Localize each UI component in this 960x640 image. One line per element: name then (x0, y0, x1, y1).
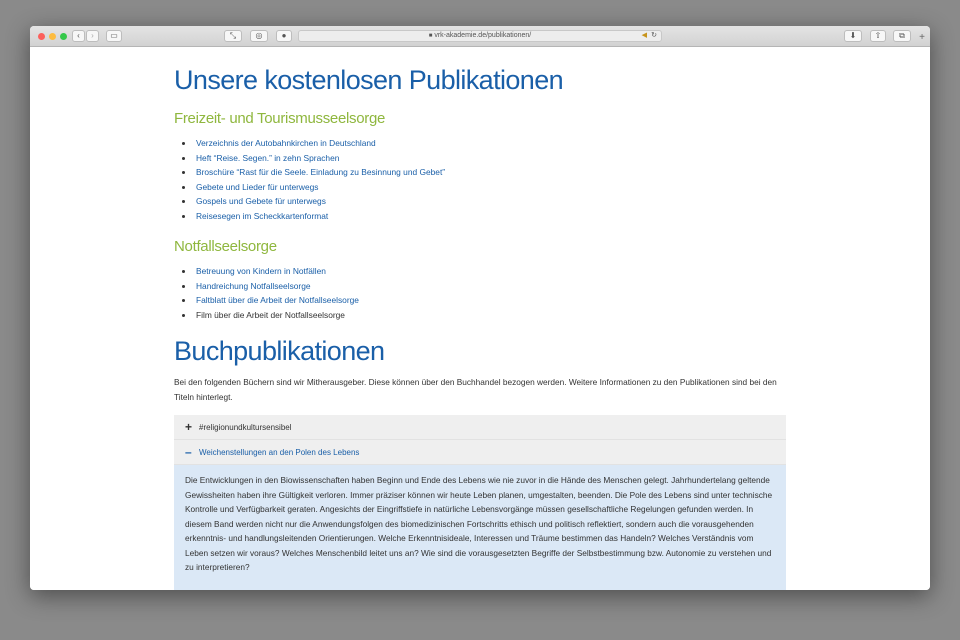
list-item[interactable] (174, 136, 445, 151)
back-button[interactable] (72, 30, 85, 42)
shield-icon: ● (281, 31, 287, 40)
emergency-publication-list (174, 264, 359, 322)
section-heading-emergency: Notfallseelsorge (174, 238, 277, 255)
list-item[interactable] (174, 209, 445, 224)
address-bar[interactable] (298, 30, 662, 42)
accordion-title: Weichenstellungen an den Polen des Lebens (199, 448, 360, 457)
books-intro: Bei den folgenden Büchern sind wir Mitherausgeber. Diese können über den Buchhandel bezogen werden. Weitere Informationen zu den Publikationen sind bei den Titeln hinterlegt. (174, 377, 777, 402)
browser-window (30, 26, 930, 590)
speaker-icon[interactable]: ◀ (641, 32, 647, 39)
plus-icon: + (185, 420, 193, 434)
list-item[interactable] (174, 151, 445, 166)
accordion-panel (174, 465, 786, 590)
list-item[interactable] (174, 279, 359, 294)
url-text: vrk-akademie.de/publikationen/ (434, 32, 532, 39)
publication-link[interactable]: Gebete und Lieder für unterwegs (196, 181, 319, 192)
minimize-window-button[interactable] (49, 33, 56, 40)
publication-link[interactable]: Handreichung Notfallseelsorge (196, 280, 311, 291)
chevron-right-icon: › (91, 31, 94, 40)
tabs-overview-button[interactable] (893, 30, 911, 42)
page-content (30, 47, 930, 590)
tourism-publication-list (174, 136, 445, 223)
extension-button-3[interactable] (276, 30, 292, 42)
tabs-icon: ⧉ (899, 31, 905, 40)
minus-icon: – (185, 445, 192, 459)
share-icon: ⇧ (874, 31, 882, 40)
accordion-header[interactable] (174, 415, 786, 440)
section-heading-tourism: Freizeit- und Tourismusseelsorge (174, 110, 386, 127)
plus-icon: + (919, 32, 925, 43)
publication-link[interactable]: Betreuung von Kindern in Notfällen (196, 266, 326, 276)
list-item[interactable] (174, 264, 359, 279)
downloads-button[interactable] (844, 30, 862, 42)
page-title: Unsere kostenlosen Publikationen (174, 65, 564, 95)
sidebar-icon: ▭ (110, 31, 118, 40)
publication-link[interactable]: Gospels und Gebete für unterwegs (196, 196, 326, 206)
accordion-title: #religionundkultursensibel (199, 423, 292, 432)
reload-icon[interactable]: ↻ (651, 32, 657, 39)
accordion-header-active[interactable] (174, 440, 786, 465)
forward-button[interactable] (86, 30, 99, 42)
browser-toolbar (30, 26, 930, 47)
publication-link[interactable]: Verzeichnis der Autobahnkirchen in Deutschland (196, 138, 376, 148)
publication-link[interactable]: Faltblatt über die Arbeit der Notfallseelsorge (196, 295, 359, 305)
share-button[interactable] (870, 30, 886, 42)
sidebar-toggle-button[interactable] (106, 30, 122, 42)
extension-button-1[interactable] (224, 30, 242, 42)
download-icon: ⬇ (849, 31, 857, 40)
zoom-window-button[interactable] (60, 33, 67, 40)
mail-icon: ◎ (255, 31, 263, 40)
extension-button-2[interactable] (250, 30, 268, 42)
books-heading: Buchpublikationen (174, 336, 385, 366)
extension-icon: ⤡ (229, 31, 237, 40)
chevron-left-icon: ‹ (77, 31, 80, 40)
lock-icon: ■ (428, 33, 433, 39)
accordion-panel-text: Die Entwicklungen in den Biowissenschaften haben Beginn und Ende des Lebens wie nie zuvor in die Hände des Menschen gelegt. Jahrhundertelang geltende Gewissheiten haben ihre Gültigkeit verloren. Immer präziser können wir heute Leben planen, umgestalten, beenden. Die Pole des Lebens sind unter technische Kontrolle und Verfügbarkeit geraten. Angesichts der Eingriffstiefe in natürliche Lebensvorgänge müssen gesellschaftliche Regelungen gefunden werden. In diesem Band werden nicht nur die Anwendungsfolgen des biomedizinischen Fortschritts ethisch und politisch reflektiert, sondern auch die vorausgehenden erkenntnis- und handlungsleitenden Orientierungen. Welche Erkenntnisideale, Interessen und Träume bestimmen das Handeln? Welches Verständnis vom Leben setzen wir voraus? Welches Menschenbild leitet uns an? Wie sind die vorausgesetzten Begriffe der Selbstbestimmung bzw. Autonomie zu verstehen und zu interpretieren? (185, 475, 773, 572)
new-tab-button[interactable] (916, 32, 928, 43)
list-item[interactable] (174, 180, 445, 195)
publication-text: Film über die Arbeit der Notfallseelsorge (196, 309, 345, 320)
publication-link[interactable]: Reisesegen im Scheckkartenformat (196, 210, 329, 221)
publication-link[interactable]: Heft “Reise. Segen.” in zehn Sprachen (196, 152, 340, 163)
list-item[interactable] (174, 194, 445, 209)
publication-link[interactable]: Broschüre “Rast für die Seele. Einladung zu Besinnung und Gebet” (196, 167, 446, 177)
list-item[interactable] (174, 293, 359, 308)
list-item[interactable] (174, 165, 445, 180)
close-window-button[interactable] (38, 33, 45, 40)
list-item (174, 308, 359, 323)
